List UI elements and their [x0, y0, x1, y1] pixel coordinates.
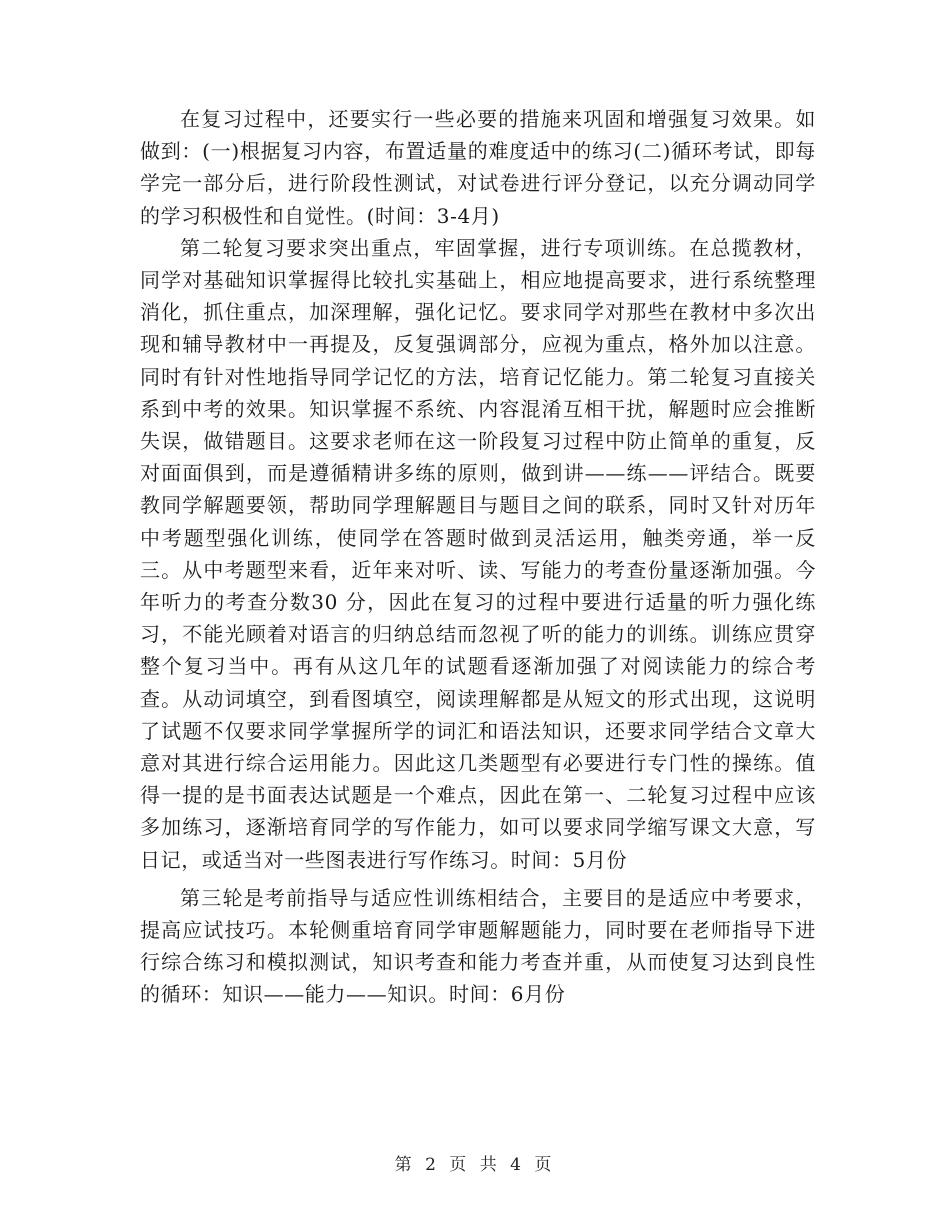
- document-body: [140, 103, 816, 1011]
- paragraph-second-round: 第二轮复习要求突出重点，牢固掌握，进行专项训练。在总揽教材，同学对基础知识掌握得比较扎实基础上，相应地提高要求，进行系统整理消化，抓住重点，加深理解，强化记忆。要求同学对那些在教材中多次出现和辅导教材中一再提及，反复强调部分，应视为重点，格外加以注意。同时有针对性地指导同学记忆的方法，培育记忆能力。第二轮复习直接关系到中考的效果。知识掌握不系统、内容混淆互相干扰，解题时应会推断失误，做错题目。这要求老师在这一阶段复习过程中防止简单的重复，反对面面俱到，而是遵循精讲多练的原则，做到讲——练——评结合。既要教同学解题要领，帮助同学理解题目与题目之间的联系，同时又针对历年中考题型强化训练，使同学在答题时做到灵活运用，触类旁通，举一反三。从中考题型来看，近年来对听、读、写能力的考查份量逐渐加强。今年听力的考查分数30 分，因此在复习的过程中要进行适量的听力强化练习，不能光顾着对语言的归纳总结而忽视了听的能力的训练。训练应贯穿整个复习当中。再有从这几年的试题看逐渐加强了对阅读能力的综合考查。从动词填空，到看图填空，阅读理解都是从短文的形式出现，这说明了试题不仅要求同学掌握所学的词汇和语法知识，还要求同学结合文章大意对其进行综合运用能力。因此这几类题型有必要进行专门性的操练。值得一提的是书面表达试题是一个难点，因此在第一、二轮复习过程中应该多加练习，逐渐培育同学的写作能力，如可以要求同学缩写课文大意，写日记，或适当对一些图表进行写作练习。时间：5月份: [140, 235, 816, 872]
- paragraph-review-measures: 在复习过程中，还要实行一些必要的措施来巩固和增强复习效果。如做到：(一)根据复习内容，布置适量的难度适中的练习(二)循环考试，即每学完一部分后，进行阶段性测试，对试卷进行评分登记，以充分调动同学的学习积极性和自觉性。(时间：3-4月): [140, 107, 816, 228]
- paragraph-third-round: 第三轮是考前指导与适应性训练相结合，主要目的是适应中考要求，提高应试技巧。本轮侧重培育同学审题解题能力，同时要在老师指导下进行综合练习和模拟测试，知识考查和能力考查并重，从而使复习达到良性的循环：知识——能力——知识。时间：6月份: [140, 885, 816, 1007]
- page-footer: 第 2 页 共 4 页: [394, 1155, 556, 1175]
